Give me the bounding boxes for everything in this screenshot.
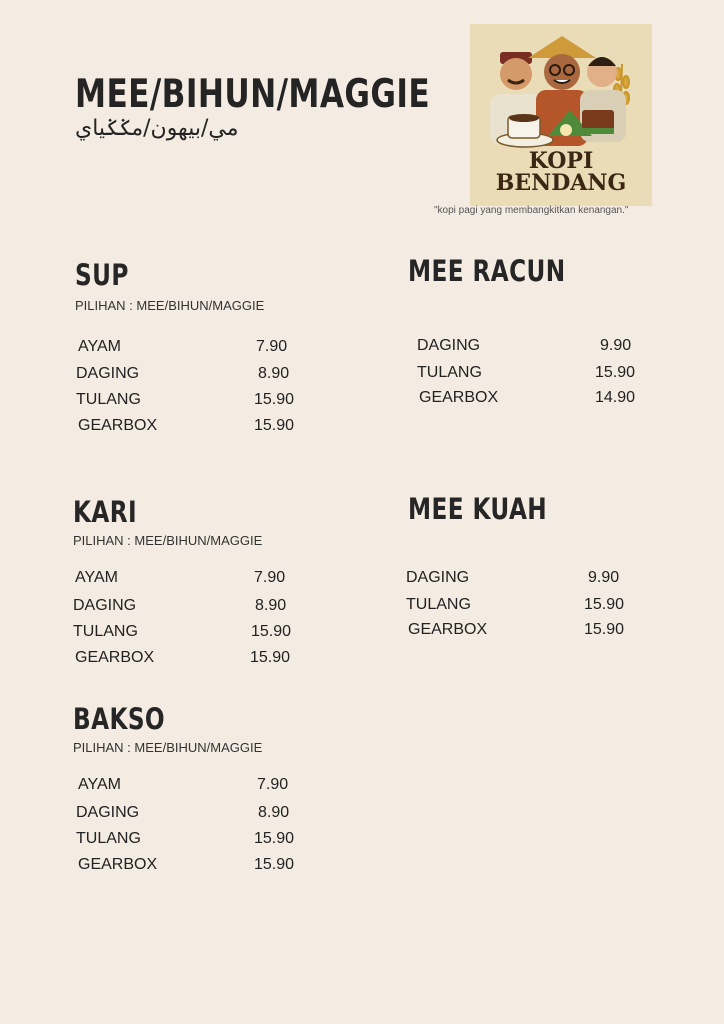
item-price: 15.90 xyxy=(595,364,636,381)
section-mee-kuah xyxy=(408,492,648,652)
item-price: 7.90 xyxy=(257,776,289,793)
item-price: 15.90 xyxy=(584,596,625,613)
section-sup xyxy=(75,258,315,448)
item-price: 8.90 xyxy=(258,365,290,382)
item-name: AYAM xyxy=(78,776,121,793)
item-price: 15.90 xyxy=(251,623,292,640)
section-mee-racun xyxy=(408,254,648,414)
item-price: 9.90 xyxy=(588,569,620,586)
item-price: 8.90 xyxy=(255,597,287,614)
item-price: 9.90 xyxy=(600,337,632,354)
section-kari xyxy=(73,495,313,685)
logo-text-bendang: BENDANG xyxy=(495,170,627,196)
item-name: TULANG xyxy=(76,391,141,408)
item-price: 15.90 xyxy=(254,391,295,408)
item-price: 15.90 xyxy=(254,856,295,873)
item-price: 14.90 xyxy=(595,389,636,406)
page-title: MEE/BIHUN/MAGGIE xyxy=(75,72,431,117)
item-name: GEARBOX xyxy=(78,417,158,434)
item-name: TULANG xyxy=(76,830,141,847)
item-name: TULANG xyxy=(417,364,482,381)
item-name: DAGING xyxy=(417,337,481,354)
page-subtitle-jawi: مي/بيهون/مݢݢياي xyxy=(75,116,239,141)
item-price: 15.90 xyxy=(584,621,625,638)
section-subtitle: PILIHAN : MEE/BIHUN/MAGGIE xyxy=(73,740,263,755)
item-name: AYAM xyxy=(78,338,121,355)
item-name: DAGING xyxy=(406,569,470,586)
section-subtitle: PILIHAN : MEE/BIHUN/MAGGIE xyxy=(73,533,263,548)
item-name: TULANG xyxy=(73,623,138,640)
section-subtitle: PILIHAN : MEE/BIHUN/MAGGIE xyxy=(75,298,265,313)
item-price: 7.90 xyxy=(256,338,288,355)
item-name: DAGING xyxy=(73,597,137,614)
item-name: GEARBOX xyxy=(408,621,488,638)
item-price: 15.90 xyxy=(254,830,295,847)
item-name: GEARBOX xyxy=(78,856,158,873)
section-title: SUP xyxy=(75,258,129,292)
item-name: DAGING xyxy=(76,365,140,382)
item-name: DAGING xyxy=(76,804,140,821)
section-title: MEE KUAH xyxy=(408,492,548,526)
kopi-bendang-logo xyxy=(470,24,652,206)
section-title: KARI xyxy=(73,495,138,529)
tagline: "kopi pagi yang membangkitkan kenangan." xyxy=(434,205,629,216)
item-price: 8.90 xyxy=(258,804,290,821)
item-price: 15.90 xyxy=(254,417,295,434)
item-name: GEARBOX xyxy=(75,649,155,666)
item-price: 15.90 xyxy=(250,649,291,666)
section-title: BAKSO xyxy=(73,702,166,736)
item-name: GEARBOX xyxy=(419,389,499,406)
logo-text-kopi: KOPI xyxy=(528,148,594,174)
item-price: 7.90 xyxy=(254,569,286,586)
item-name: AYAM xyxy=(75,569,118,586)
section-title: MEE RACUN xyxy=(408,254,566,288)
section-bakso xyxy=(73,702,313,892)
item-name: TULANG xyxy=(406,596,471,613)
